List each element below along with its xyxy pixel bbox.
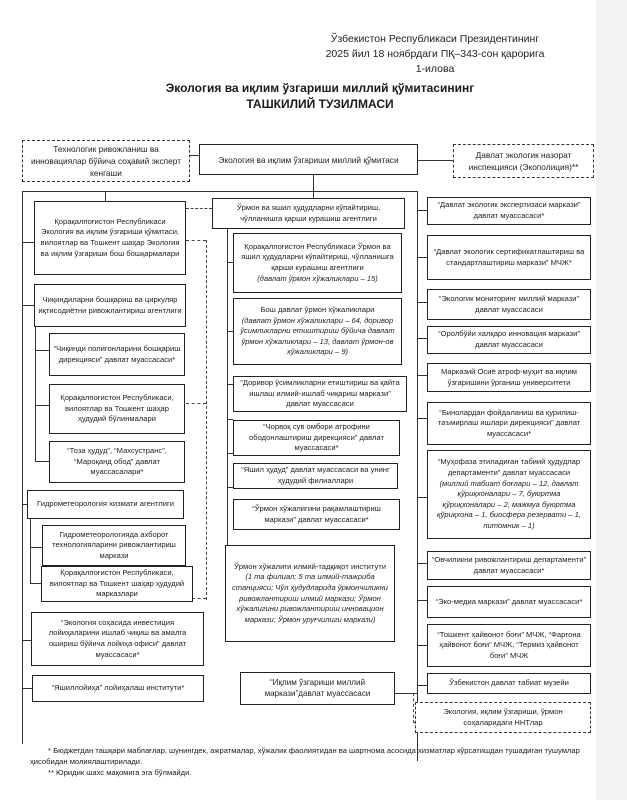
regional-committees-box: Қорақалпоғистон Республикаси Экология ва иқлим ўзгариши қўмитаси, вилоятлар ва Тошкент шаҳар Экология ва иқлим ўзгариши бош бошқармалари (34, 201, 186, 275)
waste-agency-box: Чиқиндиларни бошқариш ва циркуляр иқтисодиётни ривожлантириш агентлиги (34, 284, 186, 327)
title-line-1: Экология ва иқлим ўзгариши миллий қўмитасининг (165, 81, 475, 95)
page-title (120, 80, 520, 112)
medicinal-plants-center-box: “Доривор ўсимликларни етиштириш ва қайта ишлаш илмий-ишлаб чиқариш маркази” давлат муассасаси (233, 376, 407, 412)
yashilloyiha-institute-box: “Яшиллойиҳа” лойиҳалаш институти* (32, 675, 204, 702)
charvak-directorate-box: “Чорвоқ сув омбори атрофини ободонлаштириш дирекцияси” давлат муассасаси* (233, 420, 400, 456)
main-forestries-box (233, 298, 402, 365)
forest-digitalization-center-box: “Ўрмон хўжалигини рақамлаштириш маркази” давлат муассасаси* (233, 499, 400, 530)
connector (417, 563, 427, 564)
box-text: Қорақалпоғистон Республикаси Ўрмон ва яшил ҳудудларни кўпайтириш, чўлланишга қарши курашиш агентлиги (241, 241, 394, 272)
protected-areas-department-box (427, 450, 591, 539)
connector (417, 645, 427, 646)
cleaning-institutions-box: “Тоза ҳудуд”, “Махсустранс”, “Мароқанд обод” давлат муассасалари* (49, 441, 185, 483)
dashed-connector (186, 403, 206, 404)
eco-monitoring-center-box: “Экологик мониторинг миллий маркази” давлат муассасаси (427, 289, 591, 320)
certification-center-box: “Давлат экологик сертификатлаштириш ва стандартлаштириш маркази” МЧЖ* (427, 235, 591, 280)
box-note: (давлат ўрмон хўжаликлари – 15) (257, 273, 378, 283)
connector (417, 685, 427, 686)
decree-reference (300, 32, 570, 77)
eco-expertise-center-box: “Давлат экологик экспертизаси маркази” давлат муассасаси* (427, 197, 591, 225)
dashed-connector (206, 240, 207, 600)
connector (30, 547, 42, 548)
box-text: “Муҳофаза этиладиган табиий ҳудудлар департаменти” давлат муассасаси (437, 457, 581, 478)
box-text: Бош давлат ўрмон хўжаликлари (260, 305, 375, 315)
karakalpak-forest-agency-box (233, 233, 402, 293)
dashed-connector (192, 598, 206, 599)
connector (417, 257, 427, 258)
decree-line-1: Ўзбекистон Республикаси Президентининг (330, 33, 540, 45)
hunting-department-box: “Овчиликни ривожлантириш департаменти” давлат муассасаси* (427, 551, 591, 580)
hydromet-regional-centers-box: Қорақалпоғистон Республикаси, вилоятлар ва Тошкент шаҳар ҳудудий марказлари (41, 566, 193, 602)
connector (35, 461, 49, 462)
dashed-connector (186, 240, 206, 241)
forest-research-institute-box (225, 545, 395, 642)
connector (417, 191, 418, 761)
footnotes (30, 745, 585, 778)
ngos-box: Экология, иқлим ўзгариши, ўрмон соҳаларидаги ННТлар (415, 702, 591, 733)
eco-media-center-box: “Эко-медиа маркази” давлат муассасаси* (427, 586, 591, 618)
investment-project-office-box: “Экология соҳасида инвестиция лойиҳаларини ишлаб чиқиш ва амалга ошириш бўйича лойиҳа офиси” давлат муассасаси* (31, 612, 204, 666)
footnote-single-asterisk: * Бюджетдан ташқари маблағлар, шунингдек, ажратмалар, хўжалик фаолиятидан ва шартнома асосида хизматлар кўрсатишдан тушадиган тушумлар ҳисобидан молиялаштирилади. (30, 746, 580, 766)
appendix-label: 1-илова (415, 63, 455, 75)
connector (417, 497, 427, 498)
connector (417, 302, 427, 303)
title-line-2: ТАШКИЛИЙ ТУЗИЛМАСИ (246, 97, 394, 111)
zoos-box: “Тошкент ҳайвонот боғи” МЧЖ, “Фарғона ҳайвонот боғи” МЧЖ, “Термиз ҳайвонот боғи” МЧЖ (427, 624, 591, 667)
connector (22, 305, 34, 306)
connector (105, 191, 106, 201)
central-asia-university-box: Марказий Осиё атроф-муҳит ва иқлим ўзгаришини ўрганиш университети (427, 363, 591, 392)
climate-change-center-box: “Иқлим ўзгариши миллий маркази”давлат муассасаси (240, 672, 395, 705)
box-note: (миллий табиат боғлари – 12, давлат қўриқхоналари – 7, буюртма қўриқхоналари – 2, мажмуа буюртма қўриқхона – 1, биосфера резервати – 1, питомник – 1) (437, 478, 581, 530)
box-text: Ўрмон хўжалиги илмий-тадқиқот институти (233, 561, 386, 571)
landfill-directorate-box: “Чиқинди полигонларини бошқариш дирекцияси” давлат муассасаси* (49, 333, 185, 376)
forest-agency-box: Ўрмон ва яшил ҳудудларни кўпайтириш, чўлланишга қарши курашиш агентлиги (212, 198, 405, 229)
dashed-connector (413, 693, 414, 723)
connector (417, 375, 427, 376)
connector (35, 405, 49, 406)
box-note: (1 та филиал; 5 та илмий-тажриба станцияси; Чўл ҳудудларида ўрмончиликни ривожлантириш илмий маркази; Ўрмон хўжалигини ривожлантириш инновацион маркази; Ўрмон уруғчилиги маркази) (232, 572, 388, 624)
box-note: (давлат ўрмон хўжаликлари – 64, доривор ўсимликларни етиштириш бўйича давлат ўрмон хўжаликлари – 13, давлат ўрмон-ов хўжаликлари – 9) (240, 315, 395, 357)
hydromet-it-center-box: Гидрометеорологияда ахборот технологияларини ривожлантириш маркази (42, 525, 186, 566)
connector (417, 418, 427, 419)
committee-box: Экология ва иқлим ўзгариши миллий қўмитаси (199, 144, 418, 175)
green-area-institution-box: “Яшил ҳудуд” давлат муассасаси ва унинг ҳудудий филиаллари (233, 463, 398, 489)
aral-innovation-center-box: “Оролбўйи халқаро инновация маркази” давлат муассасаси (427, 326, 591, 354)
connector (22, 688, 32, 689)
connector (417, 210, 427, 211)
connector (22, 191, 417, 192)
connector (22, 242, 34, 243)
waste-regional-units-box: Қорақалпоғистон Республикаси, вилоятлар ва Тошкент шаҳар ҳудудий бўлинмалари (49, 384, 185, 434)
expert-council-box: Технологик ривожланиш ва инновациялар бўйича соҳавий эксперт кенгаши (22, 140, 190, 182)
connector (30, 518, 31, 584)
connector (417, 600, 427, 601)
buildings-directorate-box: “Бинолардан фойдаланиш ва қурилиш-таъмирлаш ишлари дирекцияси” давлат муассасаси* (427, 402, 591, 445)
connector (22, 191, 23, 744)
connector (418, 160, 454, 161)
connector (35, 326, 36, 462)
decree-line-2: 2025 йил 18 ноябрдаги ПҚ–343-сон қарорига (325, 48, 545, 60)
footnote-double-asterisk: ** Юридик шахс мақомига эга бўлмайди. (48, 768, 192, 777)
dashed-connector (186, 208, 212, 209)
ecopolice-box: Давлат экологик назорат инспекцияси (Экополиция)** (453, 144, 594, 178)
hydromet-agency-box: Гидрометеорология хизмати агентлиги (27, 490, 184, 519)
nature-museum-box: Ўзбекистон давлат табиат музейи (427, 673, 591, 694)
connector (417, 338, 427, 339)
connector (35, 350, 49, 351)
